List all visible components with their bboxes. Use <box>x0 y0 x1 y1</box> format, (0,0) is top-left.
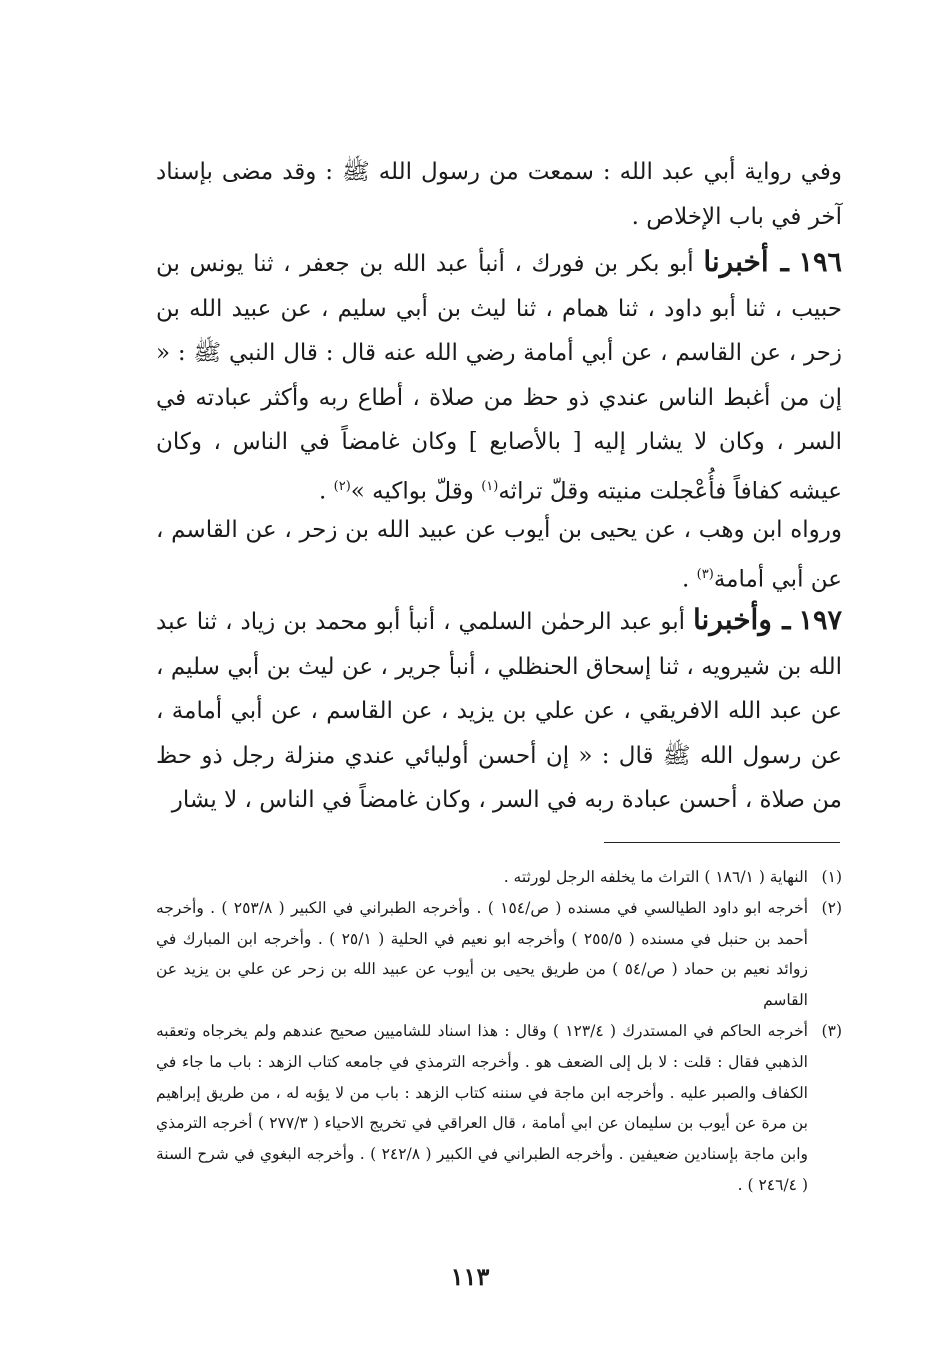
footnote-3 <box>156 1016 842 1201</box>
paragraph-ibn-wahb-end: . <box>682 566 697 593</box>
footnote-ref-2: (٢) <box>333 478 351 494</box>
hadith-number-197: ١٩٧ <box>798 605 842 636</box>
footnote-2 <box>156 893 842 1016</box>
paragraph-ibn-wahb <box>156 508 842 602</box>
footnote-text: أخرجه الحاكم في المستدرك ( ١٢٣/٤ ) وقال : هذا اسناد للشاميين صحيح عندهم ولم يخرجاه وتعقبه الذهبي فقال : قلت : لا بل إلى الضعف هو . وأخرجه الترمذي في جامعه كتاب الزهد : باب ما جاء في الكفاف والصبر عليه . وأخرجه ابن ماجة في سننه كتاب الزهد : باب من لا يؤبه له ، من طريق إبراهيم بن مرة عن أيوب بن سليمان عن ابي أمامة ، قال العراقي في تخريج الاحياء ( ٢٧٧/٣ ) أخرجه الترمذي وابن ماجة بإسنادين ضعيفين . وأخرجه الطبراني في الكبير ( ٢٤٢/٨ ) . وأخرجه البغوي في شرح السنة ( ٢٤٦/٤ ) . <box>156 1021 808 1194</box>
footnote-number: (٣) <box>821 1021 842 1040</box>
hadith-number-196: ١٩٦ <box>798 247 842 278</box>
footnote-number: (١) <box>821 868 842 886</box>
paragraph-riwaya-text: وفي رواية أبي عبد الله : سمعت من رسول الله ﷺ : وقد مضى بإسناد آخر في باب الإخلاص . <box>156 159 842 230</box>
hadith-196-lead: ـ أخبرنا <box>703 245 789 278</box>
paragraph-ibn-wahb-text: ورواه ابن وهب ، عن يحيى بن أيوب عن عبيد الله بن زحر ، عن القاسم ، عن أبي أمامة <box>156 517 842 593</box>
footnotes <box>156 862 842 1201</box>
footnote-text: النهاية ( ١٨٦/١ ) التراث ما يخلفه الرجل لورثته . <box>503 868 808 886</box>
hadith-197-text: أبو عبد الرحمٰن السلمي ، أنبأ أبو محمد بن زياد ، ثنا عبد الله بن شيرويه ، ثنا إسحاق الحنظلي ، أنبأ جرير ، عن ليث بن أبي سليم ، عن عبد الله الافريقي ، عن علي بن يزيد ، عن القاسم ، عن أبي أمامة ، عن رسول الله ﷺ قال : « إن أحسن أوليائي عندي منزلة رجل ذو حظ من صلاة ، أحسن عبادة ربه في السر ، وكان غامضاً في الناس ، لا يشار <box>156 609 842 813</box>
hadith-197 <box>156 598 842 823</box>
page-number: ١١٣ <box>450 1262 490 1291</box>
footnote-number: (٢) <box>821 898 842 917</box>
hadith-196-text-3: . <box>319 478 334 505</box>
footnote-1 <box>156 862 842 893</box>
hadith-196-text: أبو بكر بن فورك ، أنبأ عبد الله بن جعفر ، ثنا يونس بن حبيب ، ثنا أبو داود ، ثنا همام ، ثنا ليث بن أبي سليم ، عن عبيد الله بن زحر ، عن القاسم ، عن أبي أمامة رضي الله عنه قال : قال النبي ﷺ : « إن من أغبط الناس عندي ذو حظ من صلاة ، أطاع ربه وأكثر عبادته في السر ، وكان لا يشار إليه [ بالأصابع ] وكان غامضاً في الناس ، وكان عيشه كفافاً فأُعْجلت منيته وقلّ تراثه <box>156 251 842 505</box>
footnote-text: أخرجه ابو داود الطيالسي في مسنده ( ص/١٥٤ ) . وأخرجه الطبراني في الكبير ( ٢٥٣/٨ ) . وأخرجه أحمد بن حنبل في مسنده ( ٢٥٥/٥ ) وأخرجه ابو نعيم في الحلية ( ٢٥/١ ) . وأخرجه ابن المبارك في زوائد نعيم بن حماد ( ص/٥٤ ) من طريق يحيى بن أيوب عن عبيد الله بن زحر عن علي بن يزيد عن القاسم <box>156 898 809 1010</box>
paragraph-riwaya <box>156 150 842 239</box>
footnote-divider <box>604 842 840 843</box>
footnote-ref-1: (١) <box>481 478 499 494</box>
hadith-197-lead: ـ وأخبرنا <box>693 603 791 636</box>
hadith-196-text-2: وقلّ بواكيه » <box>350 478 482 505</box>
hadith-196 <box>156 240 842 514</box>
footnote-ref-3: (٣) <box>696 566 714 582</box>
